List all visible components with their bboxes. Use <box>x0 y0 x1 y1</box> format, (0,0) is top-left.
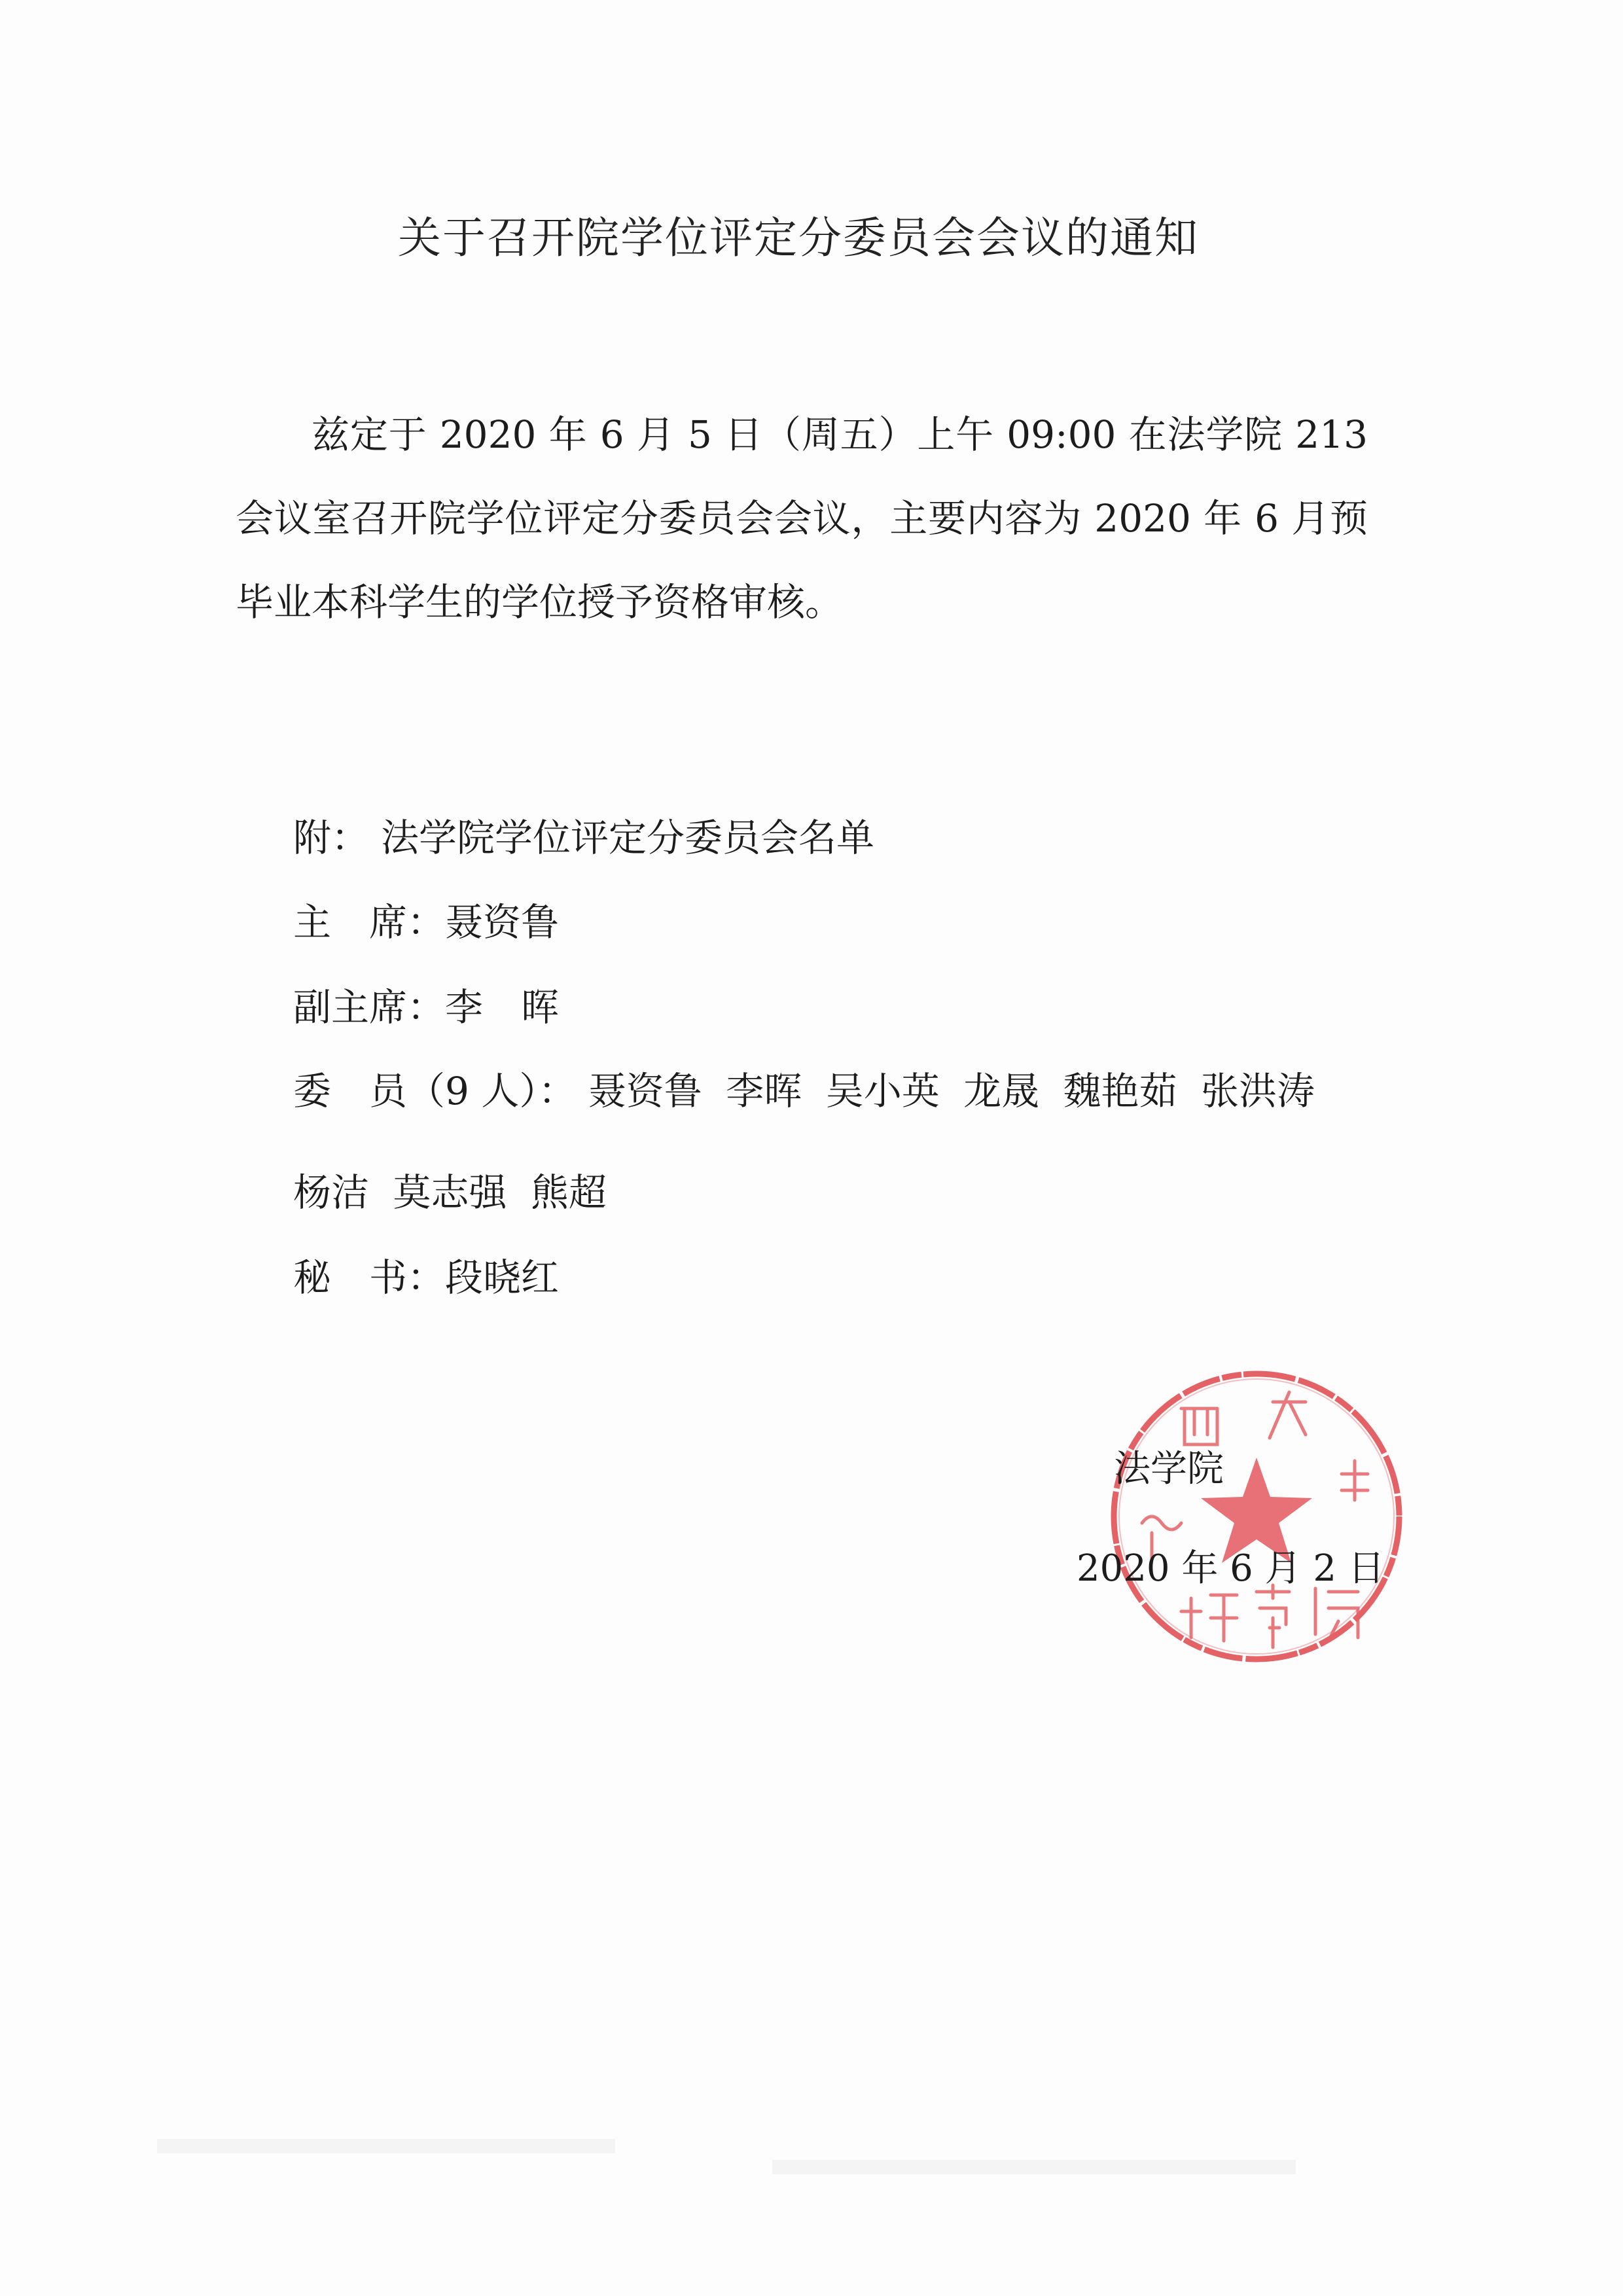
notice-body-paragraph: 兹定于 2020 年 6 月 5 日（周五）上午 09:00 在法学院 213 会议室召开院学位评定分委员会会议，主要内容为 2020 年 6 月预毕业本科学生的学位授予资格审核。 <box>236 412 1368 624</box>
member-name: 杨洁 <box>293 1170 370 1215</box>
appendix-heading <box>293 807 874 862</box>
vice-chair-label: 副主席： <box>293 985 446 1030</box>
scan-artifact <box>772 2160 1296 2174</box>
member-name: 聂资鲁 <box>588 1069 702 1113</box>
scan-artifact <box>157 2139 615 2153</box>
vice-chair-name: 李 晖 <box>445 985 560 1030</box>
member-name: 张洪涛 <box>1201 1069 1315 1113</box>
vice-chair-line <box>293 977 559 1031</box>
member-name: 李晖 <box>726 1069 802 1113</box>
member-name: 熊超 <box>530 1170 607 1215</box>
official-seal-stamp <box>1103 1363 1410 1670</box>
member-name: 莫志强 <box>393 1170 507 1215</box>
chair-name: 聂资鲁 <box>445 900 560 944</box>
secretary-label: 秘 书： <box>293 1255 446 1300</box>
member-name: 龙晟 <box>963 1069 1040 1113</box>
chair-label: 主 席： <box>293 900 446 944</box>
members-continued-line <box>293 1162 607 1217</box>
signing-date: 2020 年 6 月 2 日 <box>1077 1547 1385 1590</box>
signing-organization: 法学院 <box>1114 1448 1224 1490</box>
chair-line <box>293 891 559 946</box>
secretary-name: 段晓红 <box>445 1255 560 1300</box>
secretary-line <box>293 1247 559 1302</box>
member-name: 魏艳茹 <box>1063 1069 1177 1113</box>
appendix-title: 法学院学位评定分委员会名单 <box>381 816 875 860</box>
members-line <box>293 1060 1315 1115</box>
members-label: 委 员（9 人）： <box>293 1069 577 1113</box>
notice-title: 关于召开院学位评定分委员会会议的通知 <box>398 213 1199 263</box>
appendix-prefix: 附： <box>293 816 370 860</box>
member-name: 吴小英 <box>825 1069 940 1113</box>
